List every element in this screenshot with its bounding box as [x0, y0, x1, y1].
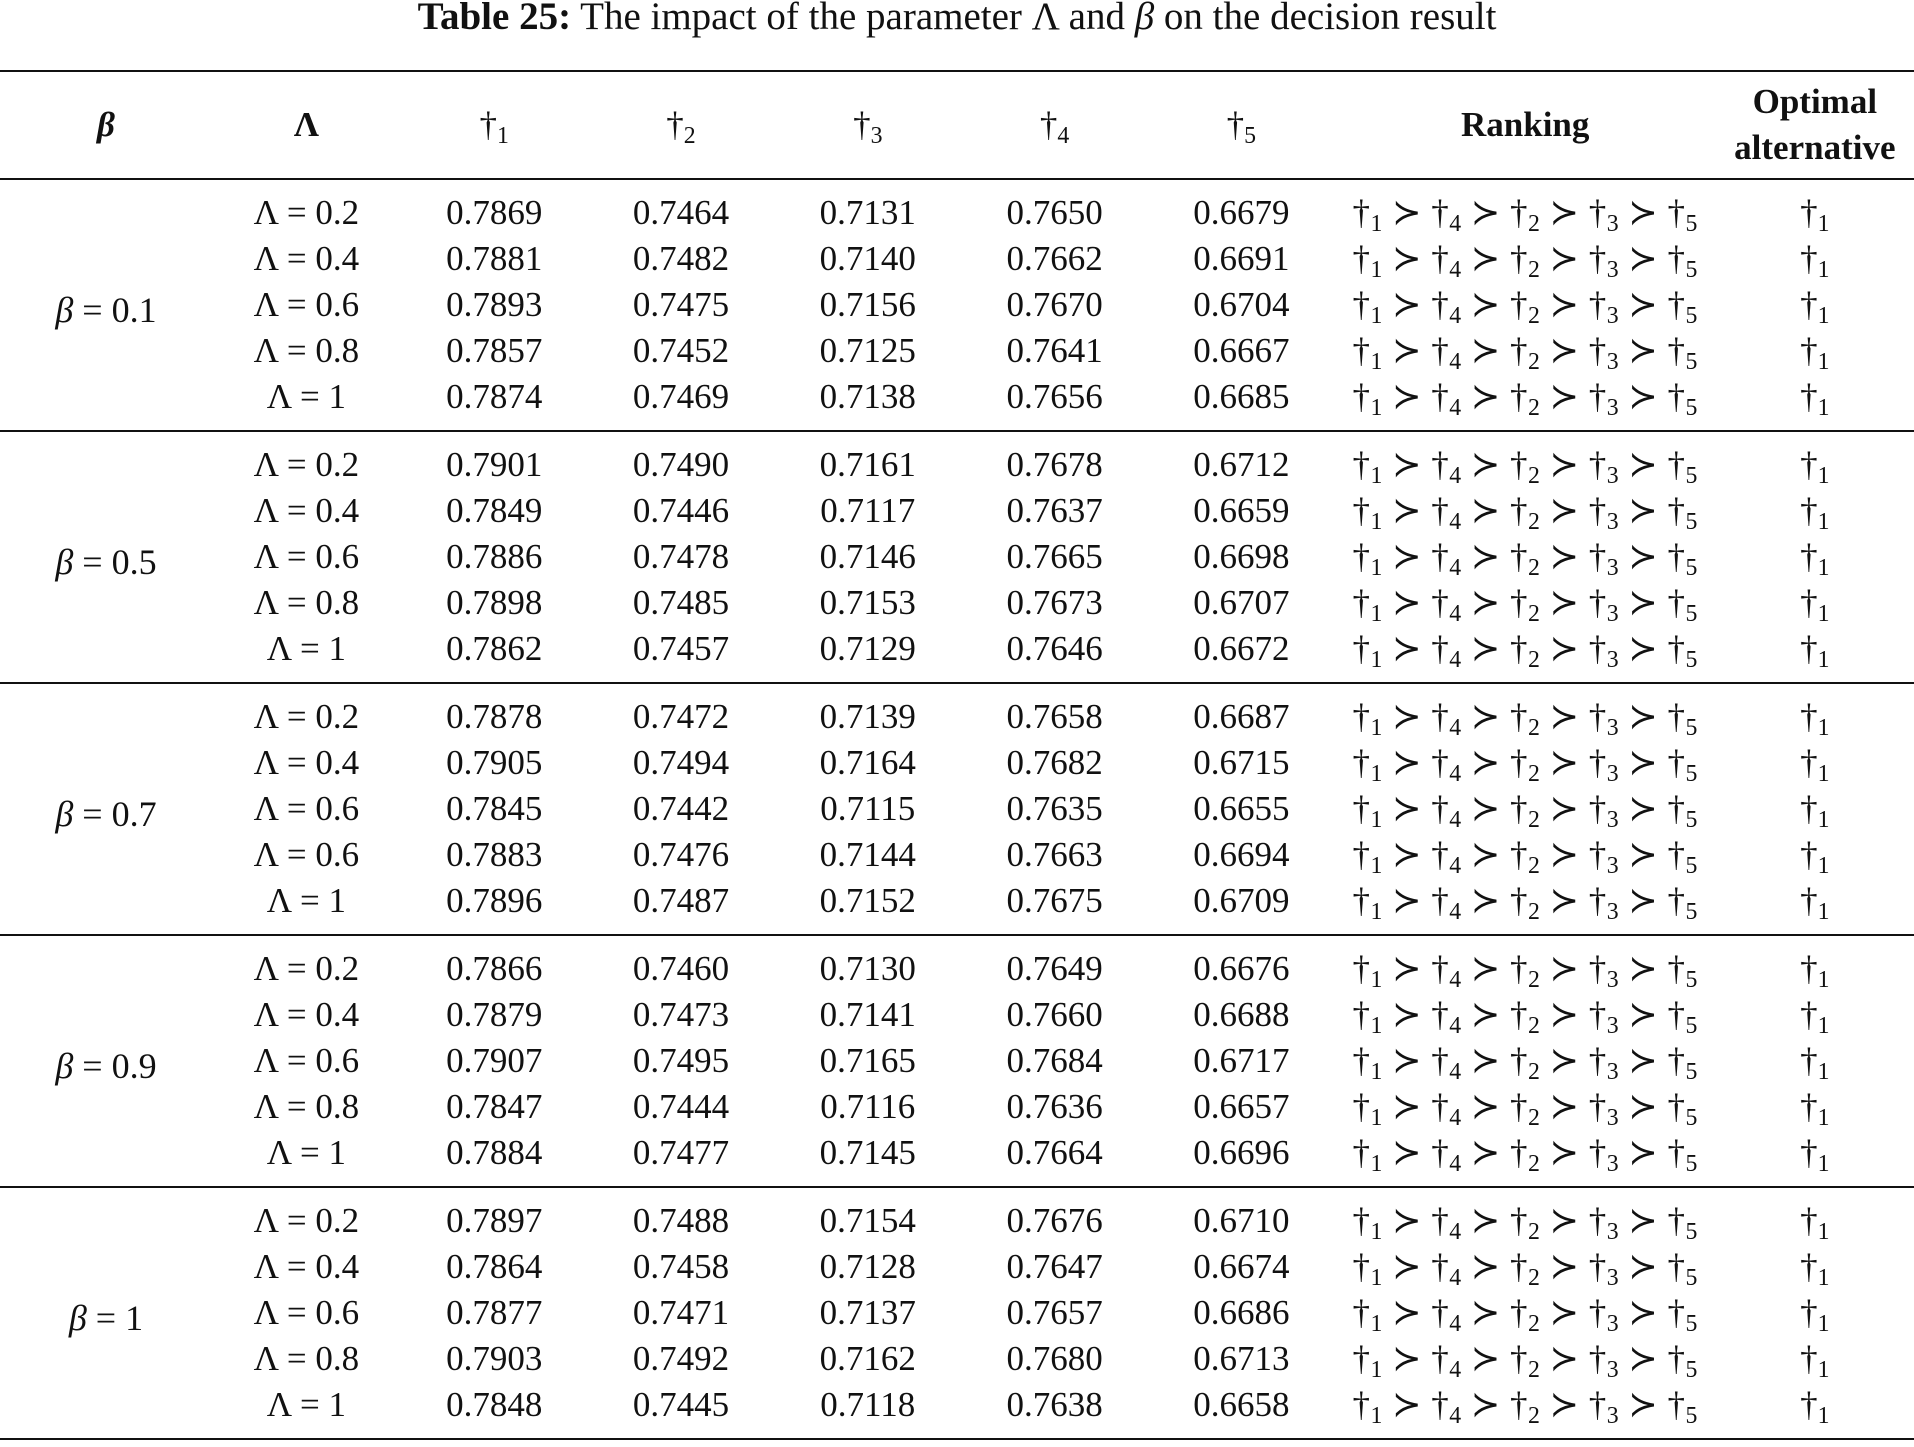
score-cell-alt-1: 0.7848 — [401, 1382, 588, 1439]
optimal-cell: $\dagger_1$ — [1800, 743, 1830, 788]
score-cell-alt-2: 0.7478 — [632, 537, 730, 576]
score-cell-alt-3: 0.7146 — [819, 537, 916, 576]
score-cell-alt-5: 0.6704 — [1193, 285, 1290, 324]
score-cell-alt-1: 0.7879 — [446, 995, 543, 1034]
score-cell-alt-5: 0.6658 — [1148, 1382, 1335, 1439]
score-cell-alt-1: 0.7849 — [446, 491, 543, 530]
ranking-cell: $\dagger_1$ ≻ $\dagger_4$ ≻ $\dagger_2$ ≻ $\dagger_3$ ≻ $\dagger_5$ — [1335, 1130, 1716, 1187]
lambda-cell: Λ = 0.2 — [253, 697, 360, 736]
table-row — [0, 992, 1914, 1038]
score-cell-alt-5: 0.6694 — [1193, 835, 1290, 874]
optimal-cell: $\dagger_1$ — [1800, 835, 1830, 880]
lambda-cell: Λ = 0.2 — [253, 949, 360, 988]
score-cell-alt-4: 0.7636 — [1006, 1087, 1103, 1126]
ranking-cell: $\dagger_1$ ≻ $\dagger_4$ ≻ $\dagger_2$ ≻ $\dagger_3$ ≻ $\dagger_5$ — [1352, 1247, 1698, 1292]
score-cell-alt-1: 0.7862 — [401, 626, 588, 683]
score-cell-alt-1: 0.7881 — [446, 239, 543, 278]
score-cell-alt-4: 0.7673 — [1006, 583, 1103, 622]
ranking-cell: $\dagger_1$ ≻ $\dagger_4$ ≻ $\dagger_2$ ≻ $\dagger_3$ ≻ $\dagger_5$ — [1352, 1293, 1698, 1338]
header-alt-1: $\dagger_1$ — [401, 71, 588, 179]
ranking-cell: $\dagger_1$ ≻ $\dagger_4$ ≻ $\dagger_2$ ≻ $\dagger_3$ ≻ $\dagger_5$ — [1352, 239, 1698, 284]
lambda-cell: Λ = 0.2 — [253, 445, 360, 484]
optimal-cell: $\dagger_1$ — [1800, 239, 1830, 284]
score-cell-alt-4: 0.7664 — [961, 1130, 1148, 1187]
ranking-cell: $\dagger_1$ ≻ $\dagger_4$ ≻ $\dagger_2$ ≻ $\dagger_3$ ≻ $\dagger_5$ — [1352, 1201, 1698, 1246]
ranking-cell: $\dagger_1$ ≻ $\dagger_4$ ≻ $\dagger_2$ ≻ $\dagger_3$ ≻ $\dagger_5$ — [1352, 1087, 1698, 1132]
caption-text-before: The impact of the parameter Λ and — [571, 0, 1135, 38]
score-cell-alt-2: 0.7490 — [632, 445, 730, 484]
optimal-cell: $\dagger_1$ — [1800, 697, 1830, 742]
score-cell-alt-3: 0.7164 — [819, 743, 916, 782]
optimal-cell: $\dagger_1$ — [1800, 583, 1830, 628]
score-cell-alt-1: 0.7893 — [446, 285, 543, 324]
score-cell-alt-2: 0.7476 — [632, 835, 730, 874]
ranking-cell: $\dagger_1$ ≻ $\dagger_4$ ≻ $\dagger_2$ ≻ $\dagger_3$ ≻ $\dagger_5$ — [1335, 1382, 1716, 1439]
score-cell-alt-5: 0.6672 — [1148, 626, 1335, 683]
ranking-cell: $\dagger_1$ ≻ $\dagger_4$ ≻ $\dagger_2$ ≻ $\dagger_3$ ≻ $\dagger_5$ — [1352, 193, 1698, 238]
lambda-cell: Λ = 0.6 — [253, 537, 360, 576]
lambda-cell: Λ = 1 — [212, 1130, 401, 1187]
score-cell-alt-3: 0.7125 — [819, 331, 916, 370]
score-cell-alt-3: 0.7140 — [819, 239, 916, 278]
header-alt-5: $\dagger_5$ — [1148, 71, 1335, 179]
score-cell-alt-1: 0.7845 — [446, 789, 543, 828]
score-cell-alt-5: 0.6667 — [1193, 331, 1290, 370]
score-cell-alt-5: 0.6691 — [1193, 239, 1290, 278]
optimal-cell: $\dagger_1$ — [1716, 878, 1914, 935]
optimal-cell: $\dagger_1$ — [1800, 445, 1830, 490]
score-cell-alt-1: 0.7878 — [446, 697, 543, 736]
table-row — [0, 236, 1914, 282]
lambda-cell: Λ = 0.6 — [253, 1041, 360, 1080]
score-cell-alt-1: 0.7896 — [401, 878, 588, 935]
score-cell-alt-4: 0.7656 — [961, 374, 1148, 431]
ranking-cell: $\dagger_1$ ≻ $\dagger_4$ ≻ $\dagger_2$ ≻ $\dagger_3$ ≻ $\dagger_5$ — [1352, 285, 1698, 330]
score-cell-alt-5: 0.6687 — [1193, 697, 1290, 736]
header-beta: β — [0, 71, 212, 179]
score-cell-alt-2: 0.7494 — [632, 743, 730, 782]
score-cell-alt-4: 0.7646 — [961, 626, 1148, 683]
score-cell-alt-3: 0.7144 — [819, 835, 916, 874]
score-cell-alt-2: 0.7446 — [632, 491, 730, 530]
lambda-cell: Λ = 0.2 — [253, 193, 360, 232]
score-cell-alt-5: 0.6655 — [1193, 789, 1290, 828]
optimal-cell: $\dagger_1$ — [1800, 1247, 1830, 1292]
caption-text-after: on the decision result — [1154, 0, 1497, 38]
score-cell-alt-3: 0.7130 — [819, 949, 916, 988]
score-cell-alt-3: 0.7162 — [819, 1339, 916, 1378]
lambda-cell: Λ = 1 — [212, 626, 401, 683]
table-row — [0, 1290, 1914, 1336]
score-cell-alt-3: 0.7141 — [819, 995, 916, 1034]
header-lambda: Λ — [212, 71, 401, 179]
score-cell-alt-2: 0.7469 — [588, 374, 775, 431]
ranking-cell: $\dagger_1$ ≻ $\dagger_4$ ≻ $\dagger_2$ ≻ $\dagger_3$ ≻ $\dagger_5$ — [1352, 583, 1698, 628]
lambda-cell: Λ = 1 — [212, 374, 401, 431]
table-row — [0, 1084, 1914, 1130]
score-cell-alt-1: 0.7905 — [446, 743, 543, 782]
score-cell-alt-2: 0.7460 — [632, 949, 730, 988]
score-cell-alt-1: 0.7864 — [446, 1247, 543, 1286]
score-cell-alt-5: 0.6717 — [1193, 1041, 1290, 1080]
score-cell-alt-3: 0.7117 — [820, 491, 916, 530]
optimal-cell: $\dagger_1$ — [1800, 789, 1830, 834]
score-cell-alt-3: 0.7138 — [774, 374, 961, 431]
score-cell-alt-5: 0.6712 — [1193, 445, 1290, 484]
table-row — [0, 328, 1914, 374]
table-row — [0, 1382, 1914, 1439]
score-cell-alt-1: 0.7897 — [446, 1201, 543, 1240]
ranking-cell: $\dagger_1$ ≻ $\dagger_4$ ≻ $\dagger_2$ ≻ $\dagger_3$ ≻ $\dagger_5$ — [1352, 537, 1698, 582]
lambda-cell: Λ = 0.4 — [253, 743, 360, 782]
score-cell-alt-5: 0.6696 — [1148, 1130, 1335, 1187]
table-row — [0, 935, 1914, 992]
beta-group-label: β = 0.9 — [0, 935, 212, 1187]
lambda-cell: Λ = 0.6 — [253, 285, 360, 324]
table-row — [0, 1038, 1914, 1084]
table-row — [0, 832, 1914, 878]
lambda-cell: Λ = 0.2 — [253, 1201, 360, 1240]
header-row — [0, 71, 1914, 179]
score-cell-alt-2: 0.7485 — [632, 583, 730, 622]
score-cell-alt-5: 0.6676 — [1193, 949, 1290, 988]
score-cell-alt-4: 0.7637 — [1006, 491, 1103, 530]
score-cell-alt-1: 0.7903 — [446, 1339, 543, 1378]
score-cell-alt-2: 0.7471 — [632, 1293, 730, 1332]
beta-group-label: β = 0.1 — [0, 179, 212, 431]
lambda-cell: Λ = 0.4 — [253, 1247, 360, 1286]
score-cell-alt-5: 0.6679 — [1193, 193, 1290, 232]
score-cell-alt-1: 0.7907 — [446, 1041, 543, 1080]
score-cell-alt-5: 0.6709 — [1148, 878, 1335, 935]
score-cell-alt-4: 0.7658 — [1006, 697, 1103, 736]
ranking-cell: $\dagger_1$ ≻ $\dagger_4$ ≻ $\dagger_2$ ≻ $\dagger_3$ ≻ $\dagger_5$ — [1335, 626, 1716, 683]
ranking-cell: $\dagger_1$ ≻ $\dagger_4$ ≻ $\dagger_2$ ≻ $\dagger_3$ ≻ $\dagger_5$ — [1352, 743, 1698, 788]
optimal-cell: $\dagger_1$ — [1800, 949, 1830, 994]
optimal-cell: $\dagger_1$ — [1800, 193, 1830, 238]
parameter-impact-table — [0, 70, 1914, 1440]
ranking-cell: $\dagger_1$ ≻ $\dagger_4$ ≻ $\dagger_2$ ≻ $\dagger_3$ ≻ $\dagger_5$ — [1352, 835, 1698, 880]
score-cell-alt-4: 0.7660 — [1006, 995, 1103, 1034]
score-cell-alt-5: 0.6688 — [1193, 995, 1290, 1034]
optimal-cell: $\dagger_1$ — [1800, 1339, 1830, 1384]
table-row — [0, 683, 1914, 740]
score-cell-alt-3: 0.7115 — [820, 789, 916, 828]
table-body — [0, 179, 1914, 1439]
score-cell-alt-4: 0.7662 — [1006, 239, 1103, 278]
caption-beta-symbol: β — [1134, 0, 1155, 38]
score-cell-alt-5: 0.6659 — [1193, 491, 1290, 530]
score-cell-alt-1: 0.7877 — [446, 1293, 543, 1332]
header-alt-3: $\dagger_3$ — [774, 71, 961, 179]
score-cell-alt-4: 0.7650 — [1006, 193, 1103, 232]
score-cell-alt-2: 0.7482 — [632, 239, 730, 278]
header-alt-2: $\dagger_2$ — [588, 71, 775, 179]
table-row — [0, 626, 1914, 683]
score-cell-alt-2: 0.7464 — [632, 193, 730, 232]
score-cell-alt-4: 0.7638 — [961, 1382, 1148, 1439]
score-cell-alt-2: 0.7457 — [588, 626, 775, 683]
score-cell-alt-5: 0.6657 — [1193, 1087, 1290, 1126]
table-row — [0, 878, 1914, 935]
lambda-cell: Λ = 0.6 — [253, 1293, 360, 1332]
table-row — [0, 1244, 1914, 1290]
beta-group-label: β = 0.7 — [0, 683, 212, 935]
score-cell-alt-5: 0.6710 — [1193, 1201, 1290, 1240]
header-ranking: Ranking — [1335, 71, 1716, 179]
score-cell-alt-1: 0.7901 — [446, 445, 543, 484]
score-cell-alt-3: 0.7137 — [819, 1293, 916, 1332]
score-cell-alt-3: 0.7153 — [819, 583, 916, 622]
ranking-cell: $\dagger_1$ ≻ $\dagger_4$ ≻ $\dagger_2$ ≻ $\dagger_3$ ≻ $\dagger_5$ — [1352, 697, 1698, 742]
table-row — [0, 580, 1914, 626]
score-cell-alt-4: 0.7678 — [1006, 445, 1103, 484]
score-cell-alt-3: 0.7165 — [819, 1041, 916, 1080]
score-cell-alt-2: 0.7473 — [632, 995, 730, 1034]
optimal-cell: $\dagger_1$ — [1800, 491, 1830, 536]
table-row — [0, 740, 1914, 786]
lambda-cell: Λ = 0.4 — [253, 239, 360, 278]
ranking-cell: $\dagger_1$ ≻ $\dagger_4$ ≻ $\dagger_2$ ≻ $\dagger_3$ ≻ $\dagger_5$ — [1352, 491, 1698, 536]
score-cell-alt-4: 0.7676 — [1006, 1201, 1103, 1240]
ranking-cell: $\dagger_1$ ≻ $\dagger_4$ ≻ $\dagger_2$ ≻ $\dagger_3$ ≻ $\dagger_5$ — [1352, 1041, 1698, 1086]
score-cell-alt-5: 0.6686 — [1193, 1293, 1290, 1332]
score-cell-alt-1: 0.7884 — [401, 1130, 588, 1187]
score-cell-alt-4: 0.7647 — [1006, 1247, 1103, 1286]
optimal-cell: $\dagger_1$ — [1716, 1382, 1914, 1439]
score-cell-alt-4: 0.7649 — [1006, 949, 1103, 988]
score-cell-alt-4: 0.7641 — [1006, 331, 1103, 370]
ranking-cell: $\dagger_1$ ≻ $\dagger_4$ ≻ $\dagger_2$ ≻ $\dagger_3$ ≻ $\dagger_5$ — [1352, 949, 1698, 994]
score-cell-alt-3: 0.7131 — [819, 193, 916, 232]
optimal-cell: $\dagger_1$ — [1800, 285, 1830, 330]
score-cell-alt-1: 0.7886 — [446, 537, 543, 576]
lambda-cell: Λ = 0.4 — [253, 491, 360, 530]
table-row — [0, 431, 1914, 488]
ranking-cell: $\dagger_1$ ≻ $\dagger_4$ ≻ $\dagger_2$ ≻ $\dagger_3$ ≻ $\dagger_5$ — [1335, 374, 1716, 431]
beta-group-label: β = 1 — [0, 1187, 212, 1439]
table-row — [0, 1130, 1914, 1187]
score-cell-alt-2: 0.7458 — [632, 1247, 730, 1286]
lambda-cell: Λ = 0.8 — [253, 1087, 360, 1126]
ranking-cell: $\dagger_1$ ≻ $\dagger_4$ ≻ $\dagger_2$ ≻ $\dagger_3$ ≻ $\dagger_5$ — [1335, 878, 1716, 935]
score-cell-alt-2: 0.7472 — [632, 697, 730, 736]
optimal-cell: $\dagger_1$ — [1800, 1293, 1830, 1338]
table-row — [0, 1336, 1914, 1382]
score-cell-alt-2: 0.7487 — [588, 878, 775, 935]
score-cell-alt-1: 0.7847 — [446, 1087, 543, 1126]
score-cell-alt-4: 0.7675 — [961, 878, 1148, 935]
score-cell-alt-3: 0.7161 — [819, 445, 916, 484]
lambda-cell: Λ = 0.8 — [253, 331, 360, 370]
optimal-cell: $\dagger_1$ — [1716, 1130, 1914, 1187]
optimal-cell: $\dagger_1$ — [1716, 626, 1914, 683]
table-row — [0, 534, 1914, 580]
score-cell-alt-2: 0.7445 — [588, 1382, 775, 1439]
beta-group-label: β = 0.5 — [0, 431, 212, 683]
score-cell-alt-3: 0.7128 — [819, 1247, 916, 1286]
optimal-cell: $\dagger_1$ — [1800, 331, 1830, 376]
table-row — [0, 488, 1914, 534]
optimal-cell: $\dagger_1$ — [1800, 1201, 1830, 1246]
score-cell-alt-3: 0.7154 — [819, 1201, 916, 1240]
score-cell-alt-5: 0.6707 — [1193, 583, 1290, 622]
score-cell-alt-4: 0.7635 — [1006, 789, 1103, 828]
lambda-cell: Λ = 0.8 — [253, 1339, 360, 1378]
score-cell-alt-4: 0.7657 — [1006, 1293, 1103, 1332]
score-cell-alt-4: 0.7665 — [1006, 537, 1103, 576]
header-alt-4: $\dagger_4$ — [961, 71, 1148, 179]
score-cell-alt-2: 0.7442 — [632, 789, 730, 828]
caption-label: Table 25: — [417, 0, 572, 38]
ranking-cell: $\dagger_1$ ≻ $\dagger_4$ ≻ $\dagger_2$ ≻ $\dagger_3$ ≻ $\dagger_5$ — [1352, 995, 1698, 1040]
score-cell-alt-4: 0.7684 — [1006, 1041, 1103, 1080]
score-cell-alt-2: 0.7477 — [588, 1130, 775, 1187]
ranking-cell: $\dagger_1$ ≻ $\dagger_4$ ≻ $\dagger_2$ ≻ $\dagger_3$ ≻ $\dagger_5$ — [1352, 445, 1698, 490]
score-cell-alt-1: 0.7857 — [446, 331, 543, 370]
score-cell-alt-1: 0.7898 — [446, 583, 543, 622]
header-optimal: Optimal alternative — [1716, 71, 1914, 179]
score-cell-alt-5: 0.6685 — [1148, 374, 1335, 431]
score-cell-alt-3: 0.7156 — [819, 285, 916, 324]
lambda-cell: Λ = 1 — [212, 1382, 401, 1439]
table-row — [0, 179, 1914, 236]
optimal-cell: $\dagger_1$ — [1800, 1087, 1830, 1132]
score-cell-alt-3: 0.7152 — [774, 878, 961, 935]
optimal-cell: $\dagger_1$ — [1800, 1041, 1830, 1086]
score-cell-alt-3: 0.7145 — [774, 1130, 961, 1187]
score-cell-alt-1: 0.7869 — [446, 193, 543, 232]
score-cell-alt-4: 0.7663 — [1006, 835, 1103, 874]
score-cell-alt-1: 0.7883 — [446, 835, 543, 874]
table-row — [0, 786, 1914, 832]
score-cell-alt-1: 0.7866 — [446, 949, 543, 988]
score-cell-alt-2: 0.7488 — [632, 1201, 730, 1240]
score-cell-alt-3: 0.7129 — [774, 626, 961, 683]
lambda-cell: Λ = 0.6 — [253, 835, 360, 874]
score-cell-alt-3: 0.7118 — [774, 1382, 961, 1439]
score-cell-alt-1: 0.7874 — [401, 374, 588, 431]
score-cell-alt-2: 0.7475 — [632, 285, 730, 324]
score-cell-alt-5: 0.6698 — [1193, 537, 1290, 576]
optimal-cell: $\dagger_1$ — [1800, 995, 1830, 1040]
ranking-cell: $\dagger_1$ ≻ $\dagger_4$ ≻ $\dagger_2$ ≻ $\dagger_3$ ≻ $\dagger_5$ — [1352, 331, 1698, 376]
table-row — [0, 374, 1914, 431]
score-cell-alt-2: 0.7492 — [632, 1339, 730, 1378]
score-cell-alt-4: 0.7682 — [1006, 743, 1103, 782]
score-cell-alt-5: 0.6674 — [1193, 1247, 1290, 1286]
score-cell-alt-3: 0.7116 — [820, 1087, 916, 1126]
score-cell-alt-4: 0.7680 — [1006, 1339, 1103, 1378]
lambda-cell: Λ = 1 — [212, 878, 401, 935]
score-cell-alt-2: 0.7452 — [632, 331, 730, 370]
score-cell-alt-5: 0.6713 — [1193, 1339, 1290, 1378]
ranking-cell: $\dagger_1$ ≻ $\dagger_4$ ≻ $\dagger_2$ ≻ $\dagger_3$ ≻ $\dagger_5$ — [1352, 789, 1698, 834]
table-row — [0, 1187, 1914, 1244]
score-cell-alt-2: 0.7495 — [632, 1041, 730, 1080]
optimal-cell: $\dagger_1$ — [1800, 537, 1830, 582]
table-row — [0, 282, 1914, 328]
score-cell-alt-3: 0.7139 — [819, 697, 916, 736]
ranking-cell: $\dagger_1$ ≻ $\dagger_4$ ≻ $\dagger_2$ ≻ $\dagger_3$ ≻ $\dagger_5$ — [1352, 1339, 1698, 1384]
score-cell-alt-2: 0.7444 — [632, 1087, 730, 1126]
score-cell-alt-5: 0.6715 — [1193, 743, 1290, 782]
lambda-cell: Λ = 0.4 — [253, 995, 360, 1034]
lambda-cell: Λ = 0.8 — [253, 583, 360, 622]
score-cell-alt-4: 0.7670 — [1006, 285, 1103, 324]
optimal-cell: $\dagger_1$ — [1716, 374, 1914, 431]
lambda-cell: Λ = 0.6 — [253, 789, 360, 828]
table-caption — [0, 0, 1914, 40]
